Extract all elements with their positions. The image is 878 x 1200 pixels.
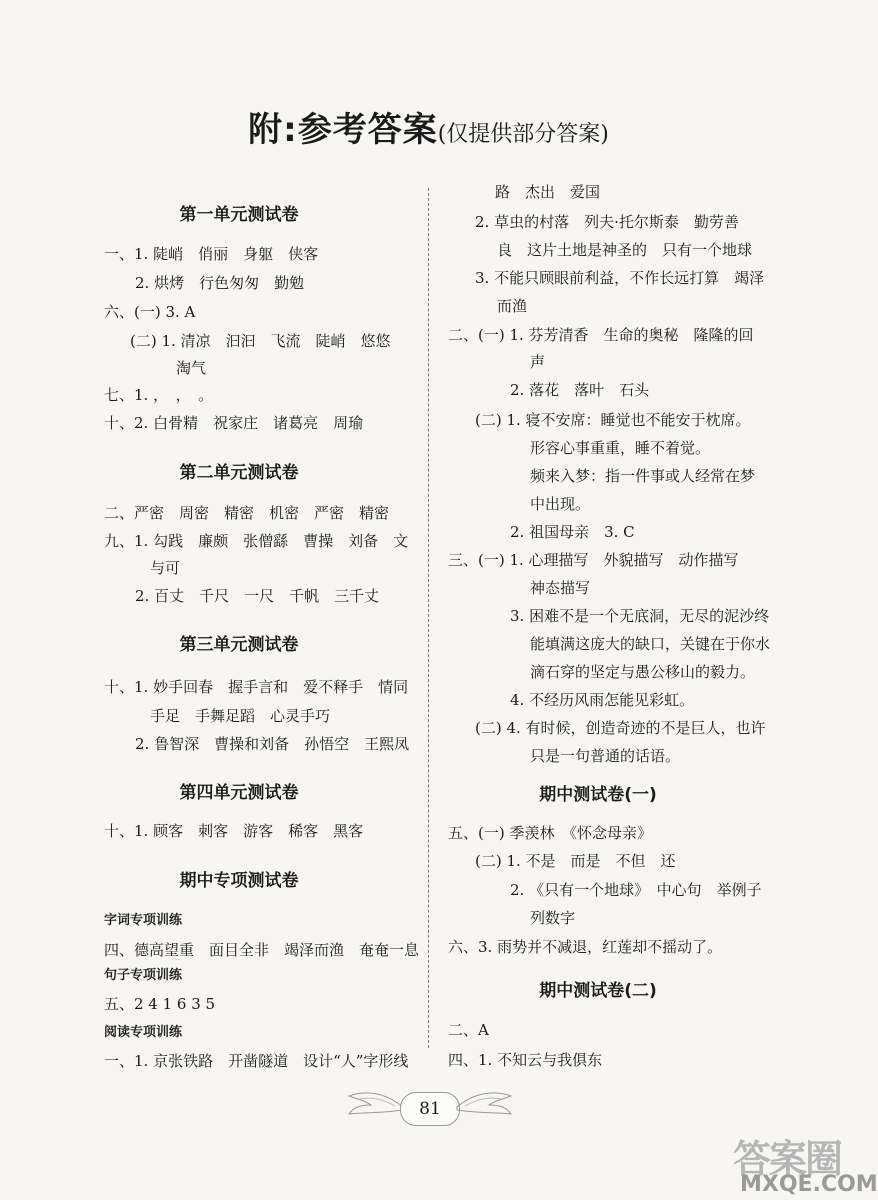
unit3-heading: 第三单元测试卷 <box>179 635 299 655</box>
right-line: 4. 不经历风雨怎能见彩虹。 <box>510 691 695 709</box>
unit1-line: 一、1. 陡峭 俏丽 身躯 侠客 <box>104 245 319 263</box>
section-label: 阅读专项训练 <box>104 1025 183 1040</box>
unit2-heading: 第二单元测试卷 <box>179 463 299 483</box>
watermark-logo: 答案圈 <box>733 1137 842 1181</box>
unit1-line: 七、1. ， ， 。 <box>104 386 214 404</box>
unit2-line: 二、严密 周密 精密 机密 严密 精密 <box>104 504 390 522</box>
right-line: 3. 不能只顾眼前利益，不作长远打算 竭泽 <box>475 269 765 287</box>
midterm1-line: 2. 《只有一个地球》 中心句 举例子 <box>510 881 762 899</box>
left-wing-icon <box>345 1088 405 1126</box>
right-line: 中出现。 <box>530 495 591 513</box>
right-line: 形容心事重重，睡不着觉。 <box>530 439 711 457</box>
section-label: 字词专项训练 <box>104 913 183 928</box>
right-line: 而渔 <box>497 297 528 315</box>
unit4-line: 十、1. 顾客 刺客 游客 稀客 黑客 <box>104 822 364 840</box>
unit1-line: 六、(一) 3. A <box>104 303 196 321</box>
right-line: 2. 草虫的村落 列夫·托尔斯泰 勤劳善 <box>475 213 739 231</box>
midterm1-line: (二) 1. 不是 而是 不但 还 <box>475 852 676 870</box>
column-divider <box>428 188 429 1048</box>
unit2-line: 2. 百丈 千尺 一尺 千帆 三千丈 <box>135 587 380 605</box>
unit4-heading: 第四单元测试卷 <box>179 783 299 803</box>
midterm-special-heading: 期中专项测试卷 <box>179 871 299 891</box>
unit1-heading: 第一单元测试卷 <box>179 205 299 225</box>
unit1-line: 2. 烘烤 行色匆匆 勤勉 <box>135 274 305 292</box>
right-line: 滴石穿的坚定与愚公移山的毅力。 <box>530 663 756 681</box>
right-line: 路 杰出 爱国 <box>495 183 601 201</box>
midterm2-line: 二、A <box>448 1021 489 1039</box>
page-number: 81 <box>400 1092 460 1126</box>
right-line: 声 <box>530 353 546 371</box>
unit3-line: 十、1. 妙手回春 握手言和 爱不释手 情同 <box>104 678 409 696</box>
right-line: 神态描写 <box>530 579 591 597</box>
midterm1-line: 五、(一) 季羡林 《怀念母亲》 <box>448 824 652 842</box>
midterm1-heading: 期中测试卷(一) <box>539 785 657 805</box>
unit1-line: 淘气 <box>176 359 207 377</box>
right-line: 能填满这庞大的缺口，关键在于你水 <box>530 635 771 653</box>
watermark-url: MXQE.COM <box>740 1172 878 1197</box>
unit2-line: 九、1. 勾践 廉颇 张僧繇 曹操 刘备 文 <box>104 532 409 550</box>
unit1-line: (二) 1. 清凉 汩汩 飞流 陡峭 悠悠 <box>130 332 391 350</box>
unit3-line: 手足 手舞足蹈 心灵手巧 <box>150 707 331 725</box>
right-line: 三、(一) 1. 心理描写 外貌描写 动作描写 <box>448 551 739 569</box>
right-line: 只是一句普通的话语。 <box>530 747 681 765</box>
title-sub: (仅提供部分答案) <box>437 122 609 147</box>
right-line: (二) 4. 有时候，创造奇迹的不是巨人，也许 <box>475 719 766 737</box>
right-line: 良 这片土地是神圣的 只有一个地球 <box>497 241 753 259</box>
unit1-line: 十、2. 白骨精 祝家庄 诸葛亮 周瑜 <box>104 414 364 432</box>
midterm1-line: 六、3. 雨势并不减退，红莲却不摇动了。 <box>448 938 723 956</box>
right-line: 频来入梦：指一件事或人经常在梦 <box>530 467 756 485</box>
special-line: 一、1. 京张铁路 开凿隧道 设计“人”字形线 <box>104 1052 409 1070</box>
midterm2-heading: 期中测试卷(二) <box>539 981 657 1001</box>
special-line: 四、德高望重 面目全非 竭泽而渔 奄奄一息 <box>104 941 420 959</box>
right-line: 2. 落花 落叶 石头 <box>510 381 650 399</box>
unit3-line: 2. 鲁智深 曹操和刘备 孙悟空 王熙凤 <box>135 735 410 753</box>
special-line: 五、2 4 1 6 3 5 <box>104 995 216 1013</box>
midterm1-line: 列数字 <box>530 909 576 927</box>
right-line: 二、(一) 1. 芬芳清香 生命的奥秘 隆隆的回 <box>448 326 754 344</box>
right-line: 2. 祖国母亲 3. C <box>510 523 635 541</box>
section-label: 句子专项训练 <box>104 968 183 983</box>
page-title <box>0 102 857 151</box>
unit2-line: 与可 <box>150 559 181 577</box>
right-wing-icon <box>455 1088 515 1126</box>
title-main: 附:参考答案 <box>248 110 438 150</box>
right-line: 3. 困难不是一个无底洞，无尽的泥沙终 <box>510 607 770 625</box>
right-line: (二) 1. 寝不安席：睡觉也不能安于枕席。 <box>475 411 751 429</box>
midterm2-line: 四、1. 不知云与我俱东 <box>448 1051 603 1069</box>
